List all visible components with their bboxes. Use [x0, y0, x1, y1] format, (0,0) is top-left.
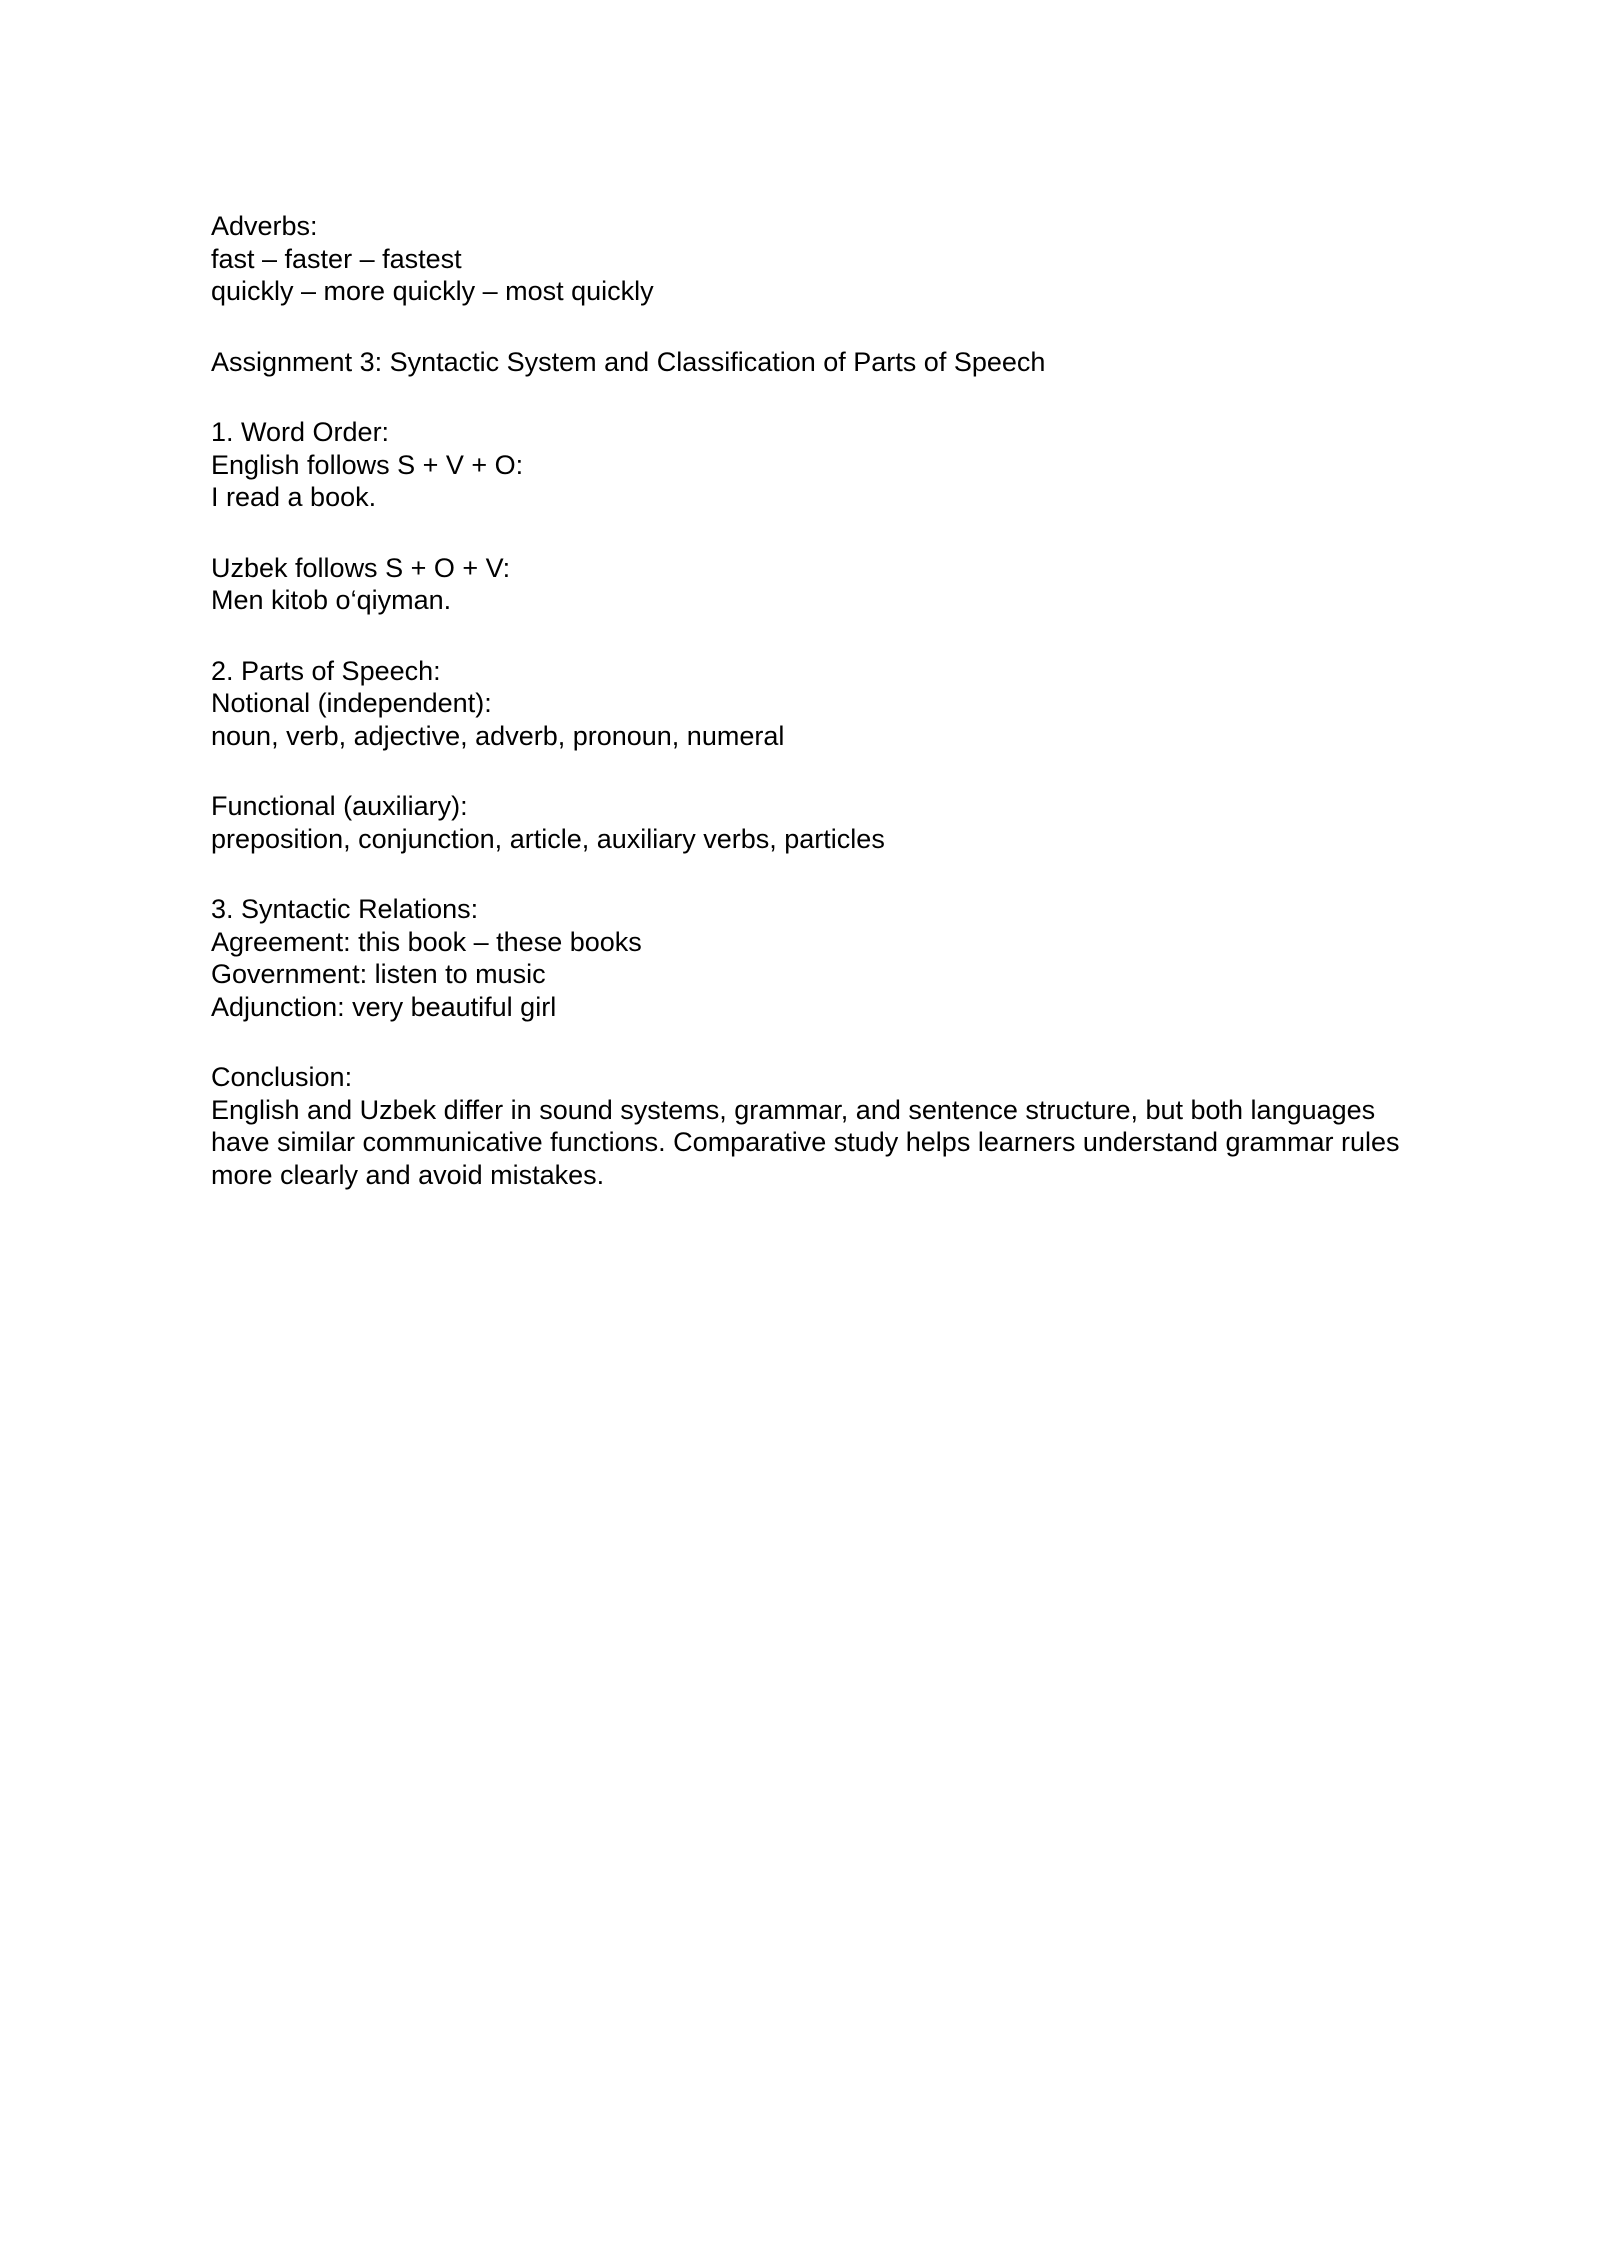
agreement-line: Agreement: this book – these books [211, 926, 642, 957]
parts-of-speech-functional-section [211, 790, 1411, 855]
parts-of-speech-notional-section [211, 655, 1411, 753]
word-order-english-section [211, 416, 1411, 514]
adverbs-heading: Adverbs: [211, 211, 318, 241]
syntactic-relations-heading: 3. Syntactic Relations: [211, 894, 479, 924]
document-body [211, 210, 1411, 1229]
adjunction-line: Adjunction: very beautiful girl [211, 991, 557, 1022]
conclusion-line-3: more clearly and avoid mistakes. [211, 1159, 605, 1190]
conclusion-line-1: English and Uzbek differ in sound systems, grammar, and sentence structure, but both languages [211, 1094, 1376, 1125]
english-word-order-example: I read a book. [211, 482, 377, 512]
uzbek-word-order-rule: Uzbek follows S + O + V: [211, 552, 511, 583]
conclusion-line-2: have similar communicative functions. Comparative study helps learners understand grammar rules [211, 1127, 1400, 1157]
syntactic-relations-section [211, 893, 1411, 1023]
assignment-title: Assignment 3: Syntactic System and Classification of Parts of Speech [211, 346, 1046, 377]
adverbs-example-quickly: quickly – more quickly – most quickly [211, 276, 654, 306]
conclusion-heading: Conclusion: [211, 1062, 353, 1092]
adverbs-example-fast: fast – faster – fastest [211, 243, 462, 274]
functional-items: preposition, conjunction, article, auxiliary verbs, particles [211, 823, 885, 854]
word-order-heading: 1. Word Order: [211, 417, 390, 447]
uzbek-word-order-example: Men kitob o‘qiyman. [211, 585, 452, 615]
government-line: Government: listen to music [211, 959, 546, 989]
functional-label: Functional (auxiliary): [211, 791, 468, 821]
notional-label: Notional (independent): [211, 688, 492, 718]
assignment-title-section [211, 346, 1411, 379]
word-order-uzbek-section [211, 552, 1411, 617]
english-word-order-rule: English follows S + V + O: [211, 449, 524, 480]
notional-items: noun, verb, adjective, adverb, pronoun, numeral [211, 720, 785, 751]
conclusion-section [211, 1061, 1411, 1191]
adverbs-section [211, 210, 1411, 308]
parts-of-speech-heading: 2. Parts of Speech: [211, 655, 441, 686]
